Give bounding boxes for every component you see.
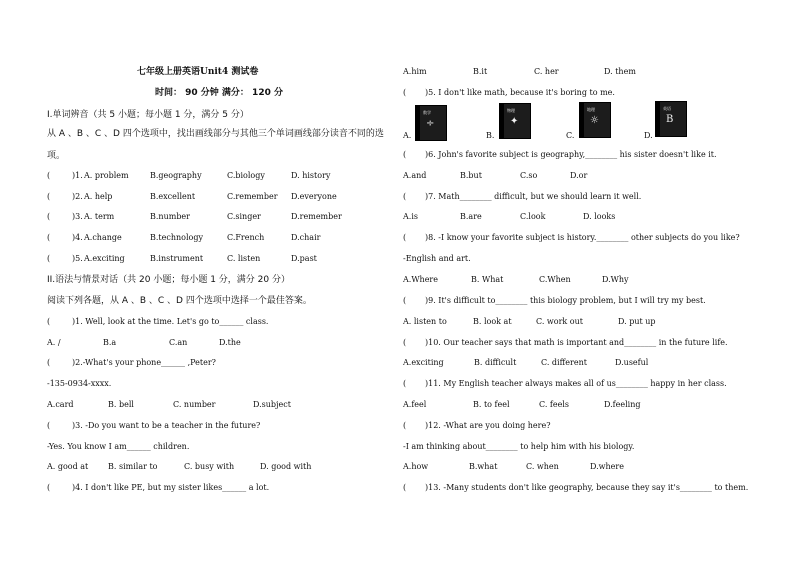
- option-b: B.what: [469, 462, 498, 471]
- paren: (: [47, 317, 51, 326]
- question-stem: )6. John's favorite subject is geography,________ his sister doesn't like it.: [425, 150, 717, 159]
- option-d: D.chair: [291, 233, 321, 242]
- dialog-reply: -135-0934-xxxx.: [47, 379, 112, 388]
- question-stem: )13. -Many students don't like geography, because they say it's________ to them.: [425, 483, 749, 492]
- geography-book-image: 地理 ☼: [579, 102, 611, 138]
- dialog-reply: -I am thinking about________ to help him with his biology.: [403, 442, 635, 451]
- option-c: C.look: [520, 212, 546, 221]
- option-a: A.and: [403, 171, 427, 180]
- question-number: )2.: [72, 192, 83, 201]
- paren: (: [47, 192, 51, 201]
- option-b: B.geography: [150, 171, 202, 180]
- paren: (: [403, 296, 407, 305]
- section2-heading: II.语法与情景对话（共 20 小题；每小题 1 分，满分 20 分）: [47, 275, 290, 285]
- question-stem: )7. Math________ difficult, but we should learn it well.: [425, 192, 642, 201]
- option-b: B.: [486, 131, 495, 140]
- option-c: C.remember: [227, 192, 278, 201]
- dialog-reply: -English and art.: [403, 254, 471, 263]
- option-c: C. when: [526, 462, 559, 471]
- english-book-image: 英语 B: [655, 101, 687, 137]
- paren: (: [403, 338, 407, 347]
- option-c: C. feels: [539, 400, 570, 409]
- paren: (: [47, 358, 51, 367]
- option-a: A.exciting: [403, 358, 444, 367]
- paren: (: [47, 233, 51, 242]
- option-b: B. bell: [108, 400, 134, 409]
- paren: (: [403, 88, 407, 97]
- option-a: A.how: [403, 462, 429, 471]
- question-number: )3.: [72, 212, 83, 221]
- question-stem: )11. My English teacher always makes all of us________ happy in her class.: [425, 379, 727, 388]
- paren: (: [47, 212, 51, 221]
- option-c: C.: [566, 131, 575, 140]
- option-a: A.feel: [403, 400, 427, 409]
- option-b: B.instrument: [150, 254, 204, 263]
- option-d: D.remember: [291, 212, 342, 221]
- option-c: C. number: [173, 400, 216, 409]
- option-d: D.feeling: [604, 400, 641, 409]
- option-a: A.is: [403, 212, 418, 221]
- option-c: C.French: [227, 233, 265, 242]
- option-a: A. listen to: [403, 317, 447, 326]
- option-d: D.where: [590, 462, 624, 471]
- paren: (: [403, 192, 407, 201]
- option-a: A. /: [47, 338, 61, 347]
- section1-instruction-cont: 项。: [47, 151, 66, 161]
- option-b: B.but: [460, 171, 482, 180]
- question-stem: )2.-What's your phone______ ,Peter?: [72, 358, 216, 367]
- exam-subtitle: 时间： 90 分钟 满分： 120 分: [155, 88, 283, 98]
- question-number: )4.: [72, 233, 83, 242]
- question-stem: )10. Our teacher says that math is important and________ in the future life.: [425, 338, 728, 347]
- option-d: D.Why: [602, 275, 629, 284]
- option-d: D. looks: [583, 212, 616, 221]
- option-a: A.: [403, 131, 412, 140]
- option-a: A.Where: [403, 275, 438, 284]
- option-c: C.singer: [227, 212, 261, 221]
- option-d: D. history: [291, 171, 331, 180]
- dialog-reply: -Yes. You know I am______ children.: [47, 442, 190, 451]
- option-d: D.everyone: [291, 192, 337, 201]
- option-a: A. help: [84, 192, 113, 201]
- option-b: B. difficult: [474, 358, 517, 367]
- question-stem: )1. Well, look at the time. Let's go to______ class.: [72, 317, 269, 326]
- option-b: B.technology: [150, 233, 203, 242]
- section1-instruction: 从 A 、B 、C 、D 四个选项中，找出画线部分与其他三个单词画线部分读音不同的选: [47, 129, 384, 139]
- option-c: C. listen: [227, 254, 261, 263]
- option-d: D. them: [604, 67, 636, 76]
- paren: (: [47, 171, 51, 180]
- option-b: B. What: [471, 275, 504, 284]
- physics-book-image: 物理 ✦: [499, 103, 531, 139]
- option-c: C. busy with: [184, 462, 235, 471]
- option-b: B. to feel: [473, 400, 510, 409]
- paren: (: [403, 421, 407, 430]
- question-stem: )5. I don't like math, because it's boring to me.: [425, 88, 615, 97]
- option-d: D.the: [219, 338, 241, 347]
- paren: (: [47, 483, 51, 492]
- exam-title: 七年级上册英语Unit4 测试卷: [137, 67, 259, 77]
- option-a: A. term: [84, 212, 115, 221]
- option-c: C.an: [169, 338, 188, 347]
- option-a: A.him: [403, 67, 427, 76]
- option-b: B.it: [473, 67, 488, 76]
- question-stem: )9. It's difficult to________ this biology problem, but I will try my best.: [425, 296, 706, 305]
- question-stem: )8. -I know your favorite subject is history.________ other subjects do you like?: [425, 233, 740, 242]
- option-b: B. look at: [473, 317, 512, 326]
- option-c: C.When: [539, 275, 571, 284]
- paren: (: [403, 379, 407, 388]
- paren: (: [403, 150, 407, 159]
- option-d: D. good with: [260, 462, 312, 471]
- section2-instruction: 阅读下列各题，从 A 、B 、C 、D 四个选项中选择一个最佳答案。: [47, 296, 312, 306]
- question-stem: )4. I don't like PE, but my sister likes______ a lot.: [72, 483, 270, 492]
- option-c: C. her: [534, 67, 559, 76]
- paren: (: [47, 421, 51, 430]
- option-b: B.are: [460, 212, 482, 221]
- option-d: D.past: [291, 254, 317, 263]
- question-stem: )3. -Do you want to be a teacher in the future?: [72, 421, 261, 430]
- question-number: )5.: [72, 254, 83, 263]
- option-d: D.subject: [253, 400, 291, 409]
- option-d: D.: [644, 131, 653, 140]
- option-a: A. good at: [47, 462, 89, 471]
- question-stem: )12. -What are you doing here?: [425, 421, 551, 430]
- option-b: B.a: [103, 338, 117, 347]
- option-a: A.change: [84, 233, 122, 242]
- section1-heading: I.单词辨音（共 5 小题；每小题 1 分，满分 5 分）: [47, 110, 249, 120]
- option-d: D.or: [570, 171, 588, 180]
- paren: (: [47, 254, 51, 263]
- option-a: A.card: [47, 400, 74, 409]
- math-book-image: 数学 ÷: [415, 105, 447, 141]
- option-c: C.so: [520, 171, 538, 180]
- option-d: D.useful: [615, 358, 649, 367]
- option-b: B.excellent: [150, 192, 196, 201]
- option-b: B.number: [150, 212, 190, 221]
- option-d: D. put up: [618, 317, 656, 326]
- option-c: C.biology: [227, 171, 265, 180]
- question-number: )1.: [72, 171, 83, 180]
- option-a: A.exciting: [84, 254, 125, 263]
- option-c: C. work out: [536, 317, 583, 326]
- option-b: B. similar to: [108, 462, 158, 471]
- paren: (: [403, 233, 407, 242]
- option-c: C. different: [541, 358, 587, 367]
- paren: (: [403, 483, 407, 492]
- option-a: A. problem: [84, 171, 129, 180]
